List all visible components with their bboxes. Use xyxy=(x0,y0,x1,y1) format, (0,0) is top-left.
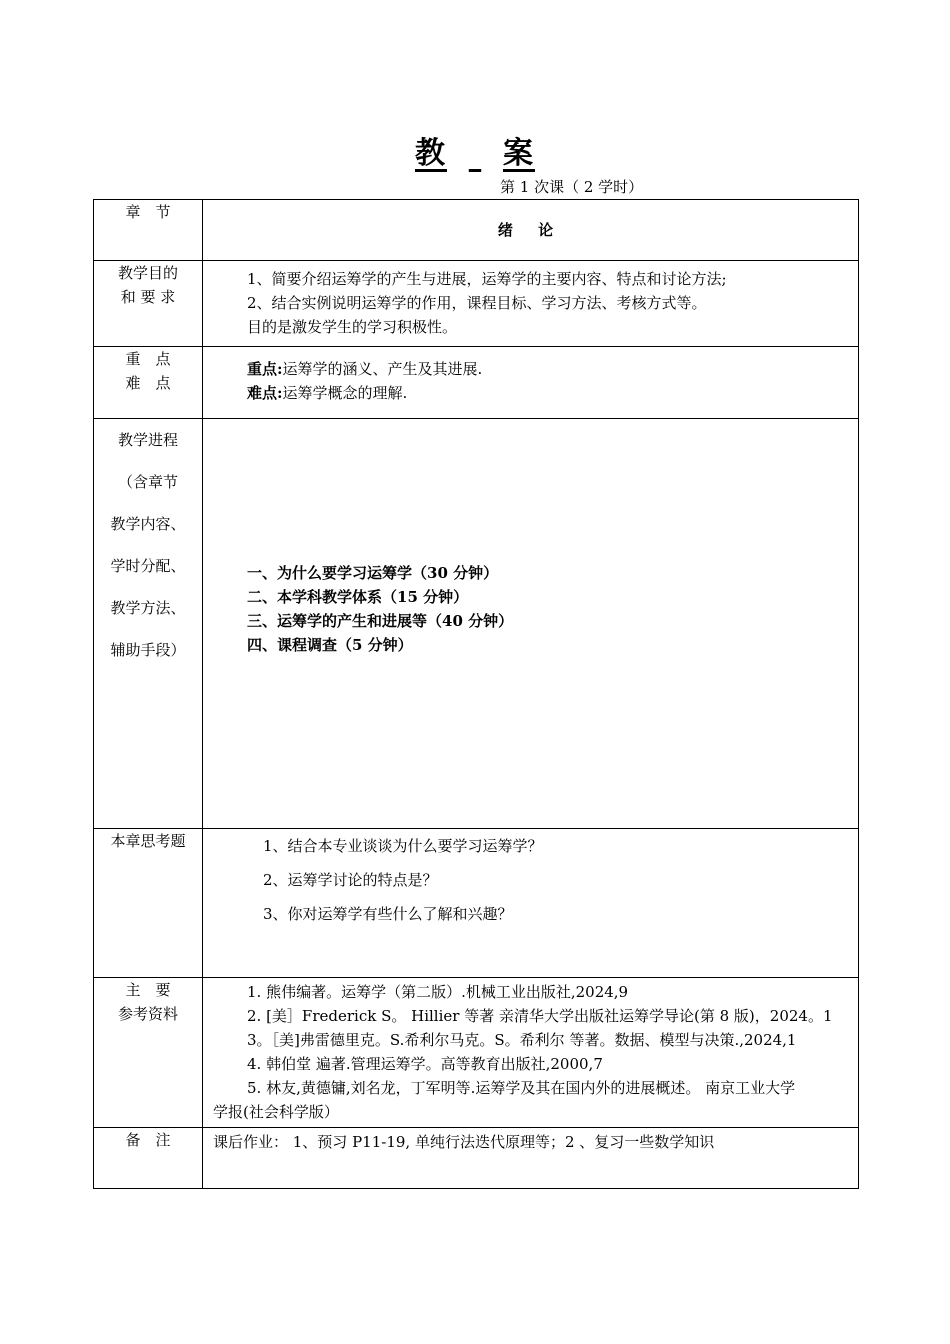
questions-content xyxy=(203,829,859,978)
question-1: 1、结合本专业谈谈为什么要学习运筹学？ xyxy=(263,837,543,855)
focus-line xyxy=(203,357,858,381)
title-right: 案 xyxy=(503,136,535,171)
references-label-line-1: 主 要 xyxy=(125,981,171,999)
objectives-label xyxy=(94,261,203,347)
difficulty-line xyxy=(203,381,858,405)
chapter-label: 章 节 xyxy=(94,200,203,261)
process-item-1: 一、为什么要学习运筹学（30 分钟） xyxy=(247,564,499,582)
process-label-line-2: （含章节 xyxy=(117,473,178,491)
references-content xyxy=(203,978,859,1128)
remarks-content xyxy=(203,1128,859,1189)
row-objectives xyxy=(94,261,859,347)
objective-line-2: 2、结合实例说明运筹学的作用，课程目标、学习方法、考核方式等。 xyxy=(247,294,707,312)
objectives-label-line-2: 和 要 求 xyxy=(120,288,176,306)
process-item-3: 三、运筹学的产生和进展等（40 分钟） xyxy=(247,612,514,630)
objective-line-1: 1、简要介绍运筹学的产生与进展，运筹学的主要内容、特点和讨论方法; xyxy=(247,270,727,288)
process-label-line-3: 教学内容、 xyxy=(110,515,186,533)
row-chapter xyxy=(94,200,859,261)
row-questions xyxy=(94,829,859,978)
key-points-label-line-1: 重 点 xyxy=(125,350,171,368)
reference-5: 5. 林友,黄德镛,刘名龙，丁军明等.运筹学及其在国内外的进展概述。 南京工业大学 xyxy=(247,1079,796,1097)
references-label-line-2: 参考资料 xyxy=(117,1005,178,1023)
reference-2: 2. [美］Frederick S。 Hillier 等著 亲清华大学出版社运筹学导论(第 8 版)，2024。1 xyxy=(247,1007,833,1025)
process-label-line-1: 教学进程 xyxy=(117,431,178,449)
questions-label: 本章思考题 xyxy=(94,829,203,978)
remarks-text: 课后作业： 1、预习 P11-19, 单纯行法迭代原理等；2 、复习一些数学知识 xyxy=(213,1133,715,1151)
chapter-title: 绪 论 xyxy=(203,200,859,261)
lesson-plan-table xyxy=(93,199,859,1189)
process-content xyxy=(203,419,859,829)
process-label-line-5: 教学方法、 xyxy=(110,599,186,617)
reference-5-continuation: 学报(社会科学版） xyxy=(213,1103,339,1121)
process-label xyxy=(94,419,203,829)
focus-label: 重点: xyxy=(247,360,283,378)
objectives-label-line-1: 教学目的 xyxy=(117,264,178,282)
reference-4: 4. 韩伯堂 遍著.管理运筹学。高等教育出版社,2000,7 xyxy=(247,1055,603,1073)
row-key-points xyxy=(94,347,859,419)
process-label-line-4: 学时分配、 xyxy=(110,557,186,575)
title-left: 教 xyxy=(415,136,447,171)
process-item-4: 四、课程调查（5 分钟） xyxy=(247,636,413,654)
question-2: 2、运筹学讨论的特点是？ xyxy=(263,871,438,889)
focus-text: 运筹学的涵义、产生及其进展. xyxy=(282,360,483,378)
key-points-content xyxy=(203,347,859,419)
row-remarks xyxy=(94,1128,859,1189)
key-points-label-line-2: 难 点 xyxy=(125,374,171,392)
reference-1: 1. 熊伟编著。运筹学（第二版）.机械工业出版社,2024,9 xyxy=(247,983,629,1001)
question-3: 3、你对运筹学有些什么了解和兴趣？ xyxy=(263,905,513,923)
difficulty-text: 运筹学概念的理解. xyxy=(282,384,408,402)
references-label xyxy=(94,978,203,1128)
document-title xyxy=(0,128,950,172)
row-references xyxy=(94,978,859,1128)
key-points-label xyxy=(94,347,203,419)
process-item-2: 二、本学科教学体系（15 分钟） xyxy=(247,588,469,606)
objectives-content xyxy=(203,261,859,347)
remarks-label: 备 注 xyxy=(94,1128,203,1189)
objective-line-3: 目的是激发学生的学习积极性。 xyxy=(247,318,458,336)
reference-3: 3。［美]弗雷德里克。S.希利尔马克。S。希利尔 等著。数据、模型与决策.,2024,1 xyxy=(247,1031,797,1049)
process-label-line-6: 辅助手段） xyxy=(110,641,186,659)
difficulty-label: 难点: xyxy=(247,384,283,402)
row-process xyxy=(94,419,859,829)
lesson-subtitle: 第 1 次课（ 2 学时） xyxy=(500,178,644,196)
